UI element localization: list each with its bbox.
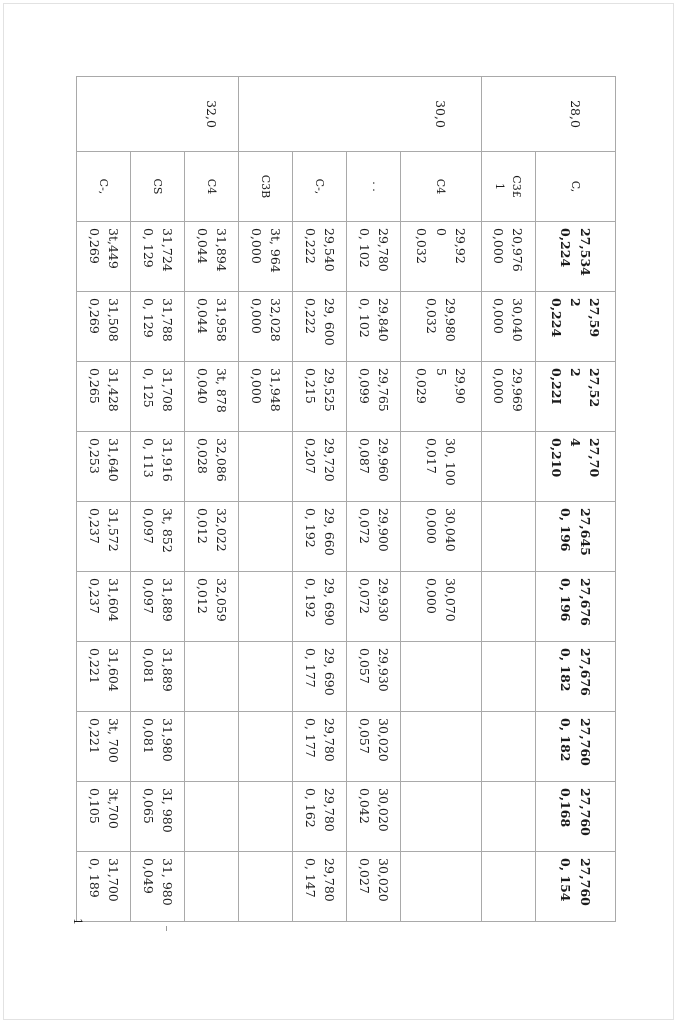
temperature-cell xyxy=(293,77,347,152)
value-cell: 29,960 0,087 xyxy=(347,432,401,502)
value-cell: 27,676 0, 182 xyxy=(535,642,615,712)
component-cell: C4 xyxy=(185,152,239,222)
value-cell: 31,894 0,044 xyxy=(185,222,239,292)
value-cell xyxy=(481,642,535,712)
value-cell: 30,020 0,042 xyxy=(347,782,401,852)
value-cell: 31,708 0, 125 xyxy=(131,362,185,432)
value-cell: 29,540 0,222 xyxy=(293,222,347,292)
table-row xyxy=(535,77,615,922)
value-cell: 29,930 0,057 xyxy=(347,642,401,712)
table-row xyxy=(293,77,347,922)
value-cell: 3t, 852 0,097 xyxy=(131,502,185,572)
table-row xyxy=(185,77,239,922)
value-cell: 29,780 0, 147 xyxy=(293,852,347,922)
value-cell: 29,720 0,207 xyxy=(293,432,347,502)
component-cell: CS xyxy=(131,152,185,222)
value-cell xyxy=(185,712,239,782)
value-cell: 3t, 700 0,221 xyxy=(77,712,131,782)
value-cell: 31,640 0,253 xyxy=(77,432,131,502)
value-cell: 31,604 0,221 xyxy=(77,642,131,712)
rotated-table xyxy=(76,76,616,921)
value-cell xyxy=(239,782,293,852)
table-body xyxy=(77,77,616,922)
value-cell xyxy=(481,712,535,782)
value-cell xyxy=(239,712,293,782)
value-cell: 29,90 5 0,029 xyxy=(401,362,481,432)
value-cell: 29,525 0,215 xyxy=(293,362,347,432)
component-cell: C-, xyxy=(293,152,347,222)
value-cell: 32,022 0,012 xyxy=(185,502,239,572)
value-cell xyxy=(185,852,239,922)
temperature-cell xyxy=(481,77,535,152)
value-cell: 29, 660 0, 192 xyxy=(293,502,347,572)
value-cell xyxy=(481,572,535,642)
value-cell xyxy=(401,712,481,782)
value-cell xyxy=(239,502,293,572)
value-cell xyxy=(185,642,239,712)
value-cell: 27,645 0, 196 xyxy=(535,502,615,572)
value-cell: 29,765 0,099 xyxy=(347,362,401,432)
value-cell: 31,572 0,237 xyxy=(77,502,131,572)
temperature-cell xyxy=(77,77,131,152)
value-cell: 29, 600 0,222 xyxy=(293,292,347,362)
value-cell: 27,52 2 0,22I xyxy=(535,362,615,432)
value-cell: 27,760 0, 182 xyxy=(535,712,615,782)
table-row xyxy=(77,77,131,922)
temperature-cell: 32,0 xyxy=(185,77,239,152)
value-cell xyxy=(239,432,293,502)
value-cell: 29,780 0, 177 xyxy=(293,712,347,782)
value-cell xyxy=(239,572,293,642)
value-cell xyxy=(481,432,535,502)
value-cell: 27,760 0, 154 xyxy=(535,852,615,922)
value-cell: 27,70 4 0,210 xyxy=(535,432,615,502)
value-cell: 29, 690 0, 192 xyxy=(293,572,347,642)
component-cell: C, xyxy=(535,152,615,222)
value-cell: 31,788 0, 129 xyxy=(131,292,185,362)
table-row xyxy=(131,77,185,922)
value-cell: 29,92 0 0,032 xyxy=(401,222,481,292)
value-cell: 3t, 878 0,040 xyxy=(185,362,239,432)
value-cell xyxy=(185,782,239,852)
value-cell xyxy=(239,642,293,712)
value-cell: 30,070 0,000 xyxy=(401,572,481,642)
value-cell: 31,889 0,097 xyxy=(131,572,185,642)
value-cell: 29, 690 0, 177 xyxy=(293,642,347,712)
value-cell: 31,604 0,237 xyxy=(77,572,131,642)
value-cell xyxy=(481,502,535,572)
value-cell: 29,840 0, 102 xyxy=(347,292,401,362)
value-cell: 31,916 0, 113 xyxy=(131,432,185,502)
value-cell: 32,028 0,000 xyxy=(239,292,293,362)
value-cell: 31,724 0, 129 xyxy=(131,222,185,292)
table-row xyxy=(401,77,481,922)
value-cell: 32,059 0,012 xyxy=(185,572,239,642)
value-cell: 3t,449 0,269 xyxy=(77,222,131,292)
value-cell xyxy=(239,852,293,922)
value-cell: 29,980 0,032 xyxy=(401,292,481,362)
value-cell xyxy=(401,782,481,852)
temperature-cell: 30,0 xyxy=(401,77,481,152)
value-cell: 20,976 0,000 xyxy=(481,222,535,292)
component-cell: · · xyxy=(347,152,401,222)
data-table xyxy=(76,76,616,922)
value-cell: 29,969 0,000 xyxy=(481,362,535,432)
value-cell: 30,040 0,000 xyxy=(481,292,535,362)
table-row xyxy=(347,77,401,922)
value-cell: 31,948 0,000 xyxy=(239,362,293,432)
value-cell: 31,980 0,081 xyxy=(131,712,185,782)
value-cell: 31,889 0,081 xyxy=(131,642,185,712)
value-cell: 3I, 980 0,065 xyxy=(131,782,185,852)
value-cell: 29,780 0, 162 xyxy=(293,782,347,852)
value-cell xyxy=(481,782,535,852)
margin-tick xyxy=(166,926,167,931)
component-cell: C3£ 1 xyxy=(481,152,535,222)
value-cell: 32,086 0,028 xyxy=(185,432,239,502)
value-cell: 31,508 0,269 xyxy=(77,292,131,362)
value-cell xyxy=(401,642,481,712)
value-cell: 27,534 0,224 xyxy=(535,222,615,292)
table-row xyxy=(481,77,535,922)
temperature-cell: 28,0 xyxy=(535,77,615,152)
temperature-cell xyxy=(347,77,401,152)
component-cell: C4 xyxy=(401,152,481,222)
value-cell: 30,040 0,000 xyxy=(401,502,481,572)
value-cell: 27,760 0,168 xyxy=(535,782,615,852)
temperature-cell xyxy=(131,77,185,152)
value-cell: 30, 100 0,017 xyxy=(401,432,481,502)
value-cell xyxy=(401,852,481,922)
component-cell: C3B xyxy=(239,152,293,222)
value-cell: 30,020 0,057 xyxy=(347,712,401,782)
value-cell: 3t, 964 0,000 xyxy=(239,222,293,292)
margin-mark: 1 xyxy=(71,918,84,925)
component-cell: C-, xyxy=(77,152,131,222)
value-cell: 3t,700 0,105 xyxy=(77,782,131,852)
table-row xyxy=(239,77,293,922)
value-cell: 29,780 0, 102 xyxy=(347,222,401,292)
value-cell: 31, 980 0,049 xyxy=(131,852,185,922)
value-cell: 31,700 0, 189 xyxy=(77,852,131,922)
value-cell: 27,676 0, 196 xyxy=(535,572,615,642)
value-cell: 30,020 0,027 xyxy=(347,852,401,922)
value-cell: 29,900 0,072 xyxy=(347,502,401,572)
value-cell xyxy=(481,852,535,922)
temperature-cell xyxy=(239,77,293,152)
value-cell: 31,428 0,265 xyxy=(77,362,131,432)
value-cell: 31,958 0,044 xyxy=(185,292,239,362)
value-cell: 27,59 2 0,224 xyxy=(535,292,615,362)
value-cell: 29,930 0,072 xyxy=(347,572,401,642)
